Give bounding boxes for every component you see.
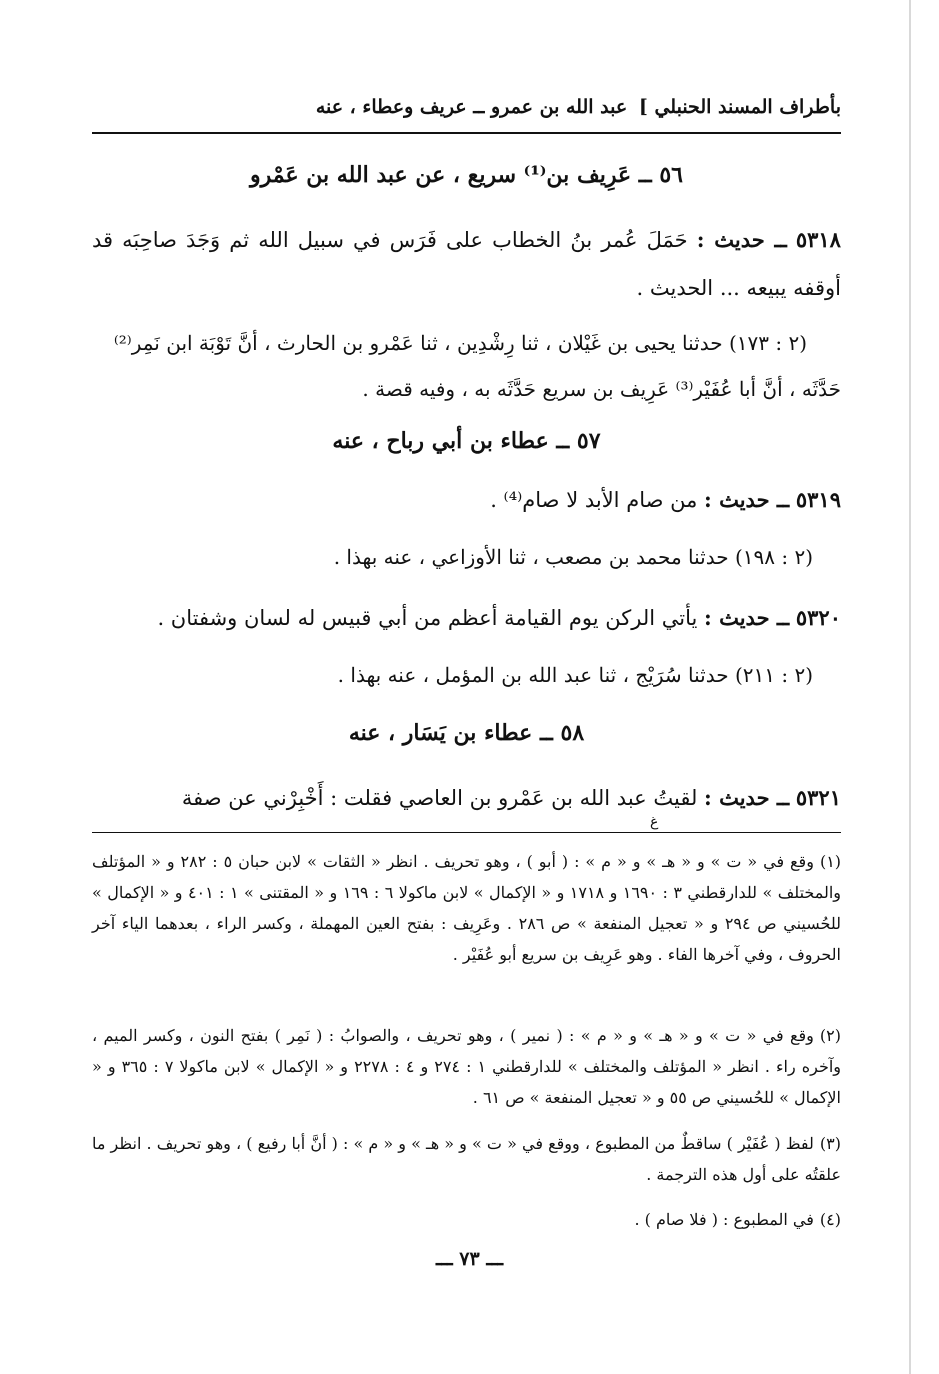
footnote-text: في المطبوع : ( فلا صام ) . — [634, 1210, 814, 1229]
entry-keyword: ــ حديث : — [704, 605, 790, 630]
footnote-text: وقع في « ت » و « هـ » و « م » : ( أبو ) ، وهو تحريف . انظر « الثقات » لابن حبان ٥ : ٢٨٢ و « المؤتلف والمختلف » للدارقطني ٣ : ١٦٩٠ و ١٧١٨ و « الإكمال » لابن ماكولا ٦ : ١٦٩ و « المقتنى » ١ : ٤٠١ و « الإكمال » للحُسيني ص ٢٩٤ و « تعجيل المنفعة » ص ٢٨٦ . وعَرِيف : بفتح العين المهملة ، وكسر الراء ، بعدهما الياء آخر الحروف ، وفي آخرها الفاء . وهو عَرِيف بن سريع أبو عُفَيْر . — [92, 852, 842, 964]
entry-text: حَمَلَ عُمر بنُ الخطاب على فَرَس في سبيل الله ثم وَجَدَ صاحِبَه قد أوقفه يبيعه ... الحديث . — [92, 228, 841, 300]
footnote-rule — [92, 832, 841, 833]
footnote — [92, 1128, 841, 1190]
header-rule — [92, 132, 841, 134]
section-title: ــ عَرِيف بن⁽¹⁾ سريع ، عن عبد الله بن عَمْرو — [250, 162, 652, 188]
entry-keyword: ــ حديث : — [704, 785, 790, 810]
footnote — [92, 1204, 841, 1235]
entry-keyword: ــ حديث : — [696, 227, 787, 252]
entry-text: لقيتُ عبد الله بن عَمْرو بن العاصي فقلت : أَخْبِرْني عن صفة — [181, 786, 698, 810]
section-heading — [92, 428, 841, 454]
isnad — [92, 320, 841, 412]
section-title: ــ عطاء بن أبي رباح ، عنه — [332, 428, 570, 454]
hadith-entry — [92, 594, 841, 642]
footnote — [92, 1020, 841, 1113]
footnote-text: لفظ ( عُفَيْر ) ساقطٌ من المطبوع ، ووقع في « ت » و « هـ » و « م » : ( أنَّ أبا رفيع ) ، وهو تحريف . انظر ما علقتُه على أول هذه الترجمة . — [92, 1134, 841, 1184]
isnad-text: (٢ : ١٩٨) حدثنا محمد بن مصعب ، ثنا الأوزاعي ، عنه بهذا . — [333, 545, 813, 569]
section-number: ٥٨ — [560, 720, 585, 746]
section-heading — [92, 720, 841, 746]
footnote — [92, 846, 841, 970]
hadith-entry — [92, 216, 841, 312]
footnote-label: (٤) — [819, 1210, 841, 1229]
hadith-entry — [92, 774, 841, 822]
section-title: ــ عطاء بن يَسَار ، عنه — [348, 720, 553, 746]
isnad-text: (٢ : ٢١١) حدثنا سُرَيْج ، ثنا عبد الله بن المؤمل ، عنه بهذا . — [337, 663, 813, 687]
isnad-text: (٢ : ١٧٣) حدثنا يحيى بن غَيْلان ، ثنا رِشْدِين ، ثنا عَمْرو بن الحارث ، أنَّ تَوْبَة ابن نَمِر⁽²⁾ حَدَّثَه ، أنَّ أبا عُفَيْر⁽³⁾ عَرِيف بن سريع حَدَّثَه به ، وفيه قصة . — [113, 331, 841, 401]
section-number: ٥٧ — [576, 428, 601, 454]
page-edge — [909, 0, 911, 1374]
footnote-label: (١) — [819, 852, 842, 871]
section-number: ٥٦ — [659, 162, 683, 188]
isnad — [92, 534, 813, 580]
running-header — [92, 96, 841, 130]
footnote-label: (٢) — [819, 1026, 841, 1045]
header-book-title: بأطراف المسند الحنبلي ] — [638, 96, 841, 118]
hadith-entry — [92, 476, 841, 524]
header-chapter-title: عبد الله بن عمرو ــ عريف وعطاء ، عنه — [315, 96, 628, 118]
entry-number: ٥٣٢٠ — [795, 605, 841, 630]
margin-mark: غ — [650, 814, 659, 830]
entry-number: ٥٣٢١ — [795, 785, 841, 810]
entry-text: من صام الأبد لا صام⁽⁴⁾ . — [490, 488, 698, 512]
entry-number: ٥٣١٨ — [795, 227, 841, 252]
footnote-text: وقع في « ت » و « هـ » و « م » : ( نمير ) ، وهو تحريف ، والصوابُ : ( نَمِر ) بفتح النون ، وكسر الميم ، وآخره راء . انظر « المؤتلف والمختلف » للدارقطني ١ : ٢٧٤ و ٤ : ٢٢٧٨ و « الإكمال » لابن ماكولا ٧ : ٣٦٥ و « الإكمال » للحُسيني ص ٥٥ و « تعجيل المنفعة » ص ٦١ . — [92, 1026, 842, 1107]
footnote-label: (٣) — [819, 1134, 841, 1153]
entry-keyword: ــ حديث : — [704, 487, 790, 512]
section-heading — [92, 162, 841, 188]
entry-text: يأتي الركن يوم القيامة أعظم من أبي قبيس له لسان وشفتان . — [157, 606, 698, 630]
isnad — [92, 652, 813, 698]
page-number: ـــ ٧٣ ـــ — [435, 1248, 504, 1270]
entry-number: ٥٣١٩ — [795, 487, 841, 512]
